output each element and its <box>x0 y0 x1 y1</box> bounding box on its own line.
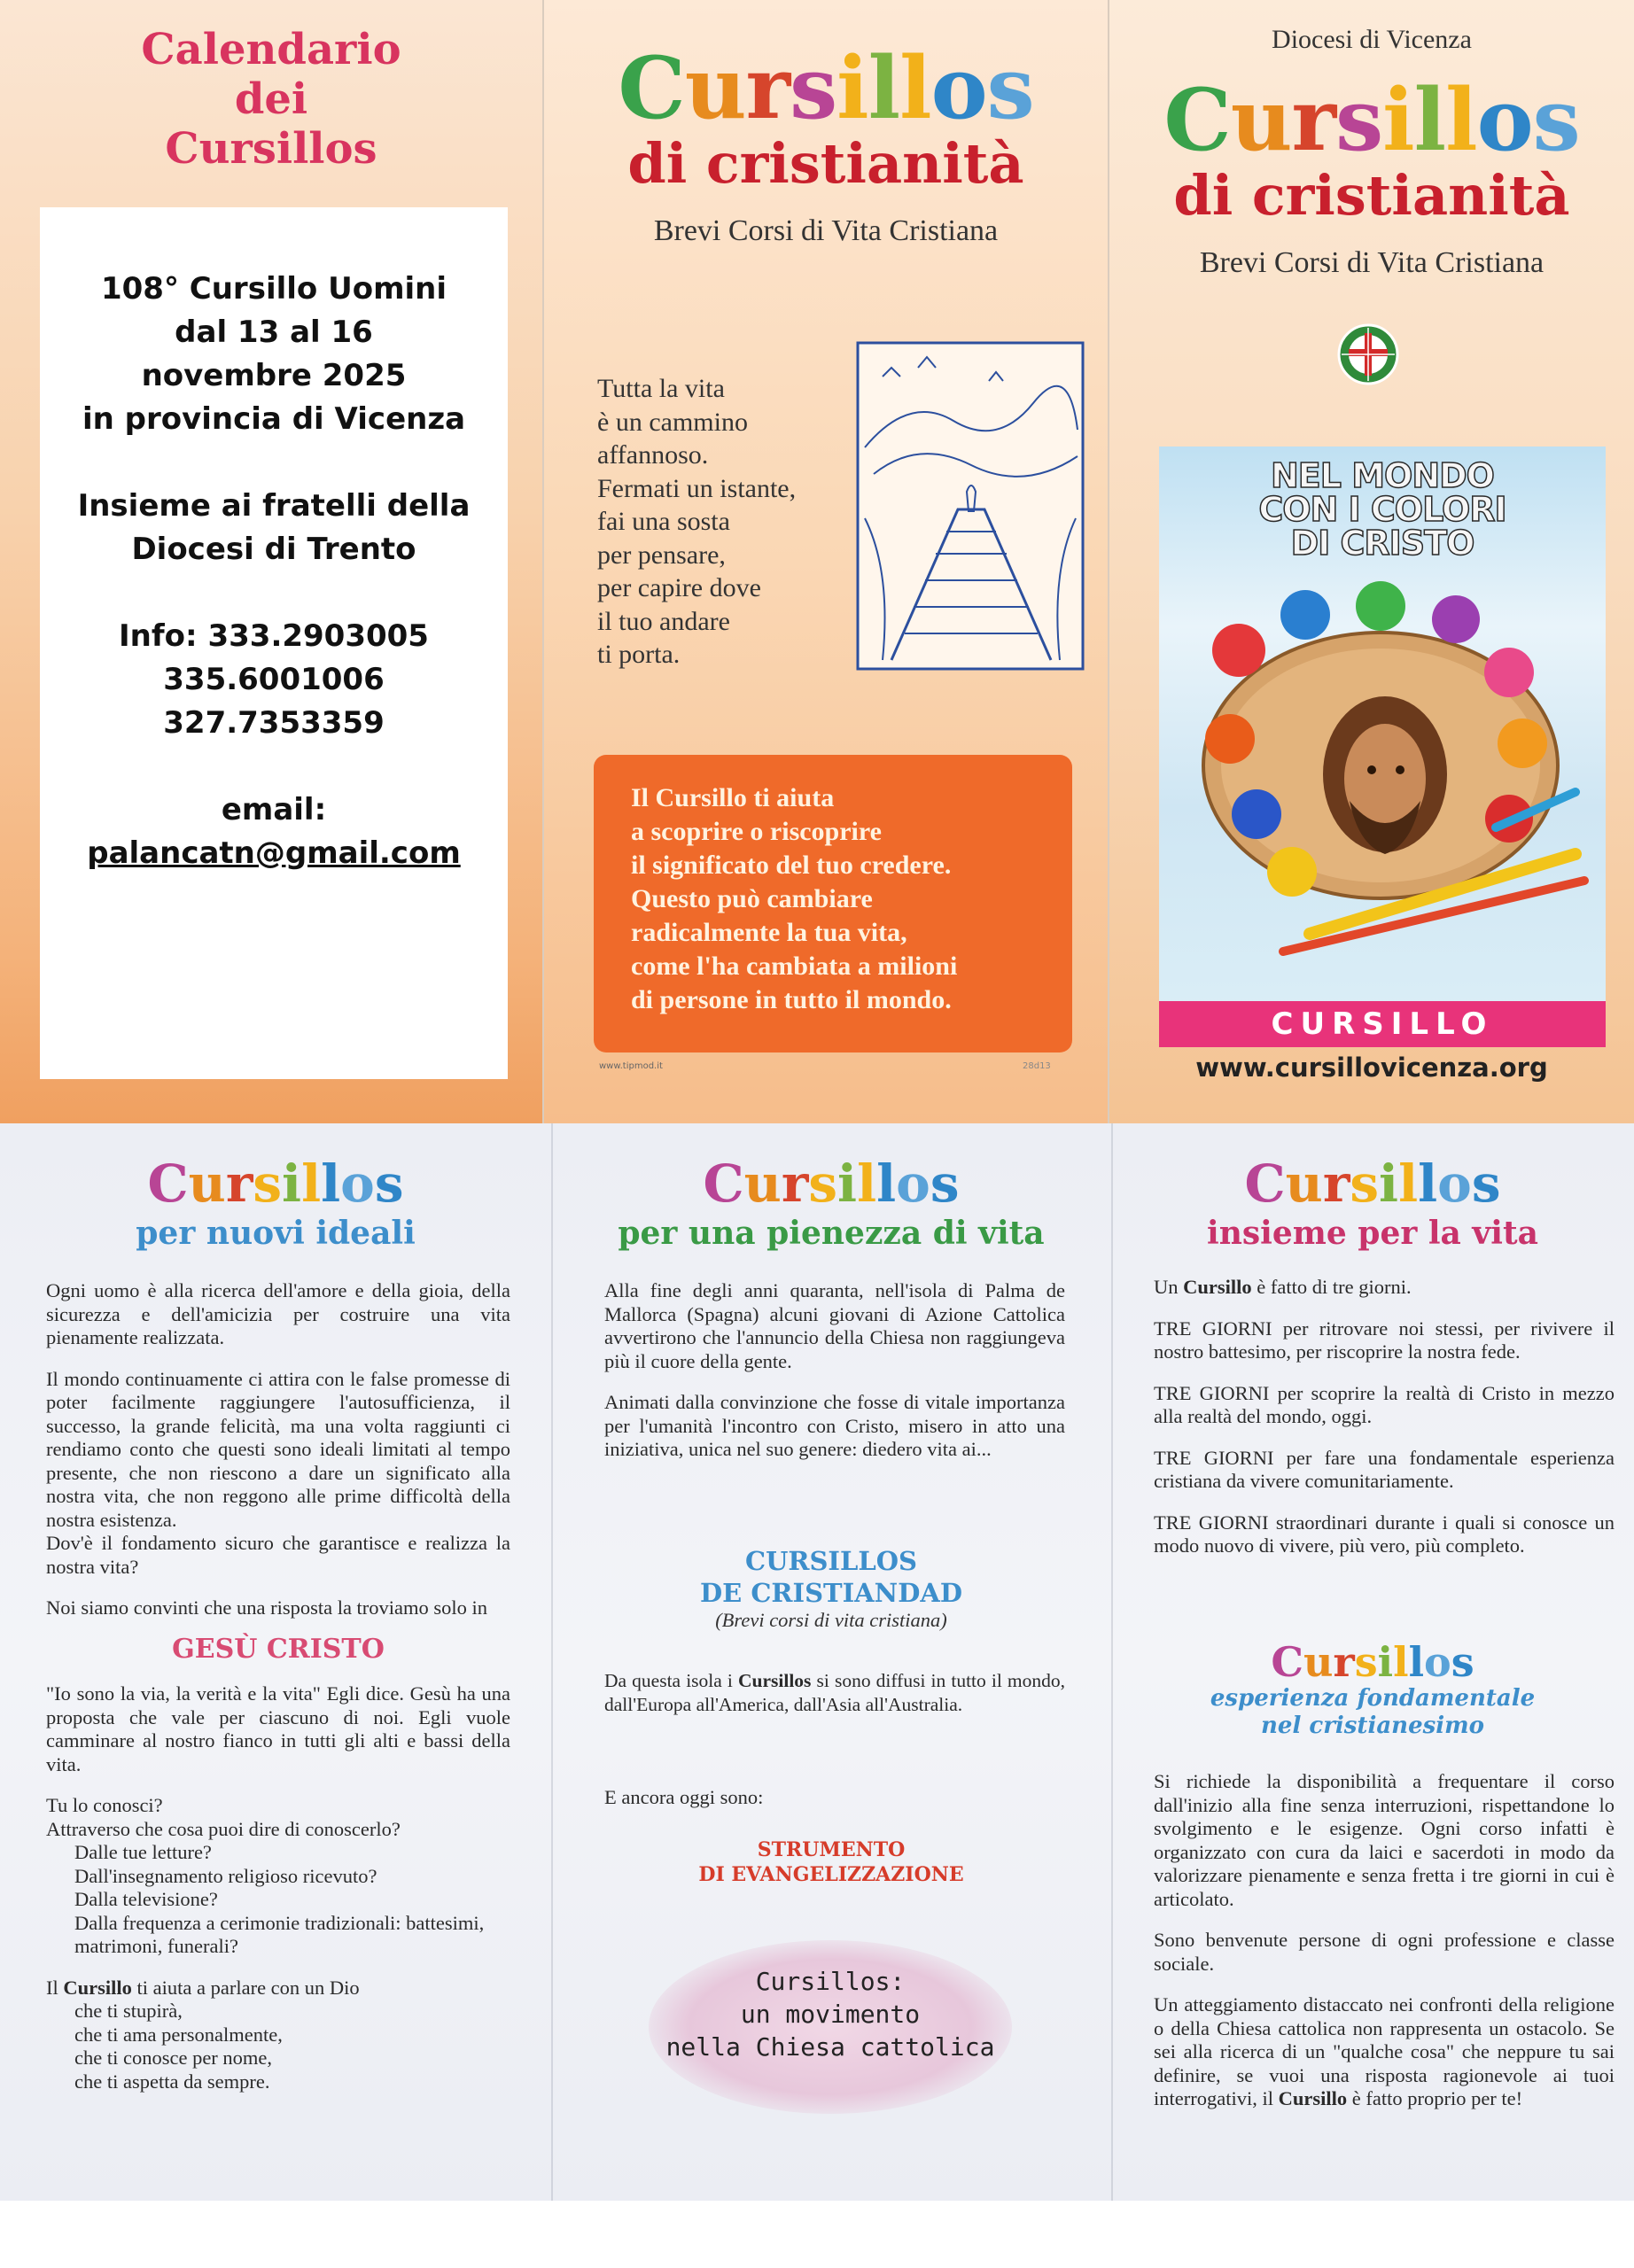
cover-panel <box>1109 0 1634 1123</box>
cursillo-emblem-icon <box>1336 322 1400 386</box>
heading-logo: Cursillos <box>147 1153 404 1214</box>
cover-artwork <box>1159 447 1606 1047</box>
panel-heading <box>1111 1639 1634 1740</box>
event-line: 108° Cursillo Uomini <box>100 271 447 307</box>
info-phone: Info: 333.2903005 <box>119 618 429 654</box>
panel-heading <box>1111 1155 1634 1253</box>
panel-text: Un Cursillo è fatto di tre giorni. TRE GIORNI per ritrovare noi stessi, per rivivere il nostro battesimo, per riscoprire la nostra fede. TRE GIORNI per scoprire la realtà di Cristo in mezzo alla realtà del mondo, oggi. TRE GIORNI per fare una fondamentale esperienza cristiana da vivere comunitariamente. TRE GIORNI straordinari durante i quali si conosce un modo nuovo di vivere, più vero, più completo. <box>1154 1276 1615 1557</box>
diocese-label: Diocesi di Vicenza <box>1272 25 1472 54</box>
movimento-oval: Cursillos: un movimento nella Chiesa cattolica <box>649 1940 1012 2114</box>
panel-heading <box>0 1155 551 1253</box>
tagline: Brevi Corsi di Vita Cristiana <box>1199 246 1545 279</box>
art-title: NEL MONDO CON I COLORI DI CRISTO <box>1258 456 1506 563</box>
palette-illustration <box>1159 562 1606 1001</box>
brochure-inside <box>0 1123 1634 2201</box>
panel-text: Si richiede la disponibilità a frequentare il corso dall'inizio alla fine senza interruzioni, rispettandone lo svolgimento e le esigenze. Ogni corso infatti è organizzato con cura da laici e sacerdoti in modo da valorizzare pienamente e senza fretta i tre giorni in cui è articolato. Sono benvenute persone di ogni professione e classe sociale. Un atteggiamento distaccato nei confronti della religione o della Chiesa cattolica non rappresenta un ostacolo. Se sei alla ricerca di un "qualche cosa" che neppure tu sai definire, se vuoi una risposta ragionevole ai tuoi interrogativi, il Cursillo è fatto proprio per te! <box>1154 1770 1615 2109</box>
event-place: in provincia di Vicenza <box>82 401 466 437</box>
back-panel <box>544 0 1108 1123</box>
panel-subheading: per una pienezza di vita <box>618 1215 1045 1252</box>
inside-panel-insieme <box>1111 1123 1634 2201</box>
logo-word: Cursillos <box>1163 70 1580 170</box>
panel-text: Da questa isola i Cursillos si sono diffusi in tutto il mondo, dall'Europa all'America, dall'Asia all'Australia. <box>604 1670 1066 1715</box>
together-line: Diocesi di Trento <box>131 532 416 567</box>
printer-credit: www.tipmod.it <box>599 1061 663 1071</box>
esperienza-subheading: esperienza fondamentale nel cristianesimo <box>1210 1685 1536 1739</box>
email-link[interactable]: palancatn@gmail.com <box>87 835 461 871</box>
brochure-outside <box>0 0 1634 1123</box>
logo-subtitle: di cristianità <box>1173 163 1570 228</box>
website-link[interactable]: www.cursillovicenza.org <box>1195 1052 1548 1083</box>
gesu-cristo-heading: GESÙ CRISTO <box>172 1633 385 1665</box>
cursillos-logo <box>544 38 1108 248</box>
panel-subheading: insieme per la vita <box>1207 1215 1538 1252</box>
calendar-info-box <box>40 207 508 1079</box>
poem: Tutta la vita è un cammino affannoso. Fermati un istante, fai una sosta per pensare, per capire dove il tuo andare ti porta. <box>597 374 797 669</box>
panel-text: Ogni uomo è alla ricerca dell'amore e della gioia, della sicurezza e dell'amicizia per costruire una vita pienamente realizzata. Il mondo continuamente ci attira con le false promesse di poter facilmente raggiungere l'autosufficienza, il successo, la grande felicità, ma una volta raggiunti ci rendiamo conto che questi sono ideali limitati al tempo presente, che non riescono a dare un significato alla nostra vita, che non reggono alle prime difficoltà della nostra esistenza. Dov'è il fondamento sicuro che garantisce e realizza la nostra vita? Noi siamo convinti che una risposta la troviamo solo in GESÙ CRISTO "Io sono la via, la verità e la vita" Egli dice. Gesù ha una proposta che vale per ciascuno di noi. Egli vuole camminare al nostro fianco in tutti gli alti e bassi della vita. Tu lo conosci? Attraverso che cosa puoi dire di conoscerlo? Dalle tue letture? Dall'insegnamento religioso ricevuto? Dalla televisione? Dalla frequenza a cerimonie tradizionali: battesimi, matrimoni, funerali? Il Cursillo ti aiuta a parlare con un Dio che ti stupirà, che ti ama personalmente, che ti conosce per nome, che ti aspetta da sempre. <box>46 1279 510 2093</box>
heading-logo: Cursillos <box>1244 1153 1501 1214</box>
calendar-panel <box>0 0 542 1123</box>
tagline: Brevi Corsi di Vita Cristiana <box>653 214 999 247</box>
strumento-label: STRUMENTO DI EVANGELIZZAZIONE <box>698 1838 964 1886</box>
logo-word: Cursillos <box>618 38 1034 138</box>
logo-subtitle: di cristianità <box>627 131 1024 196</box>
inside-panel-pienezza <box>551 1123 1111 2201</box>
email-label: email: <box>221 792 327 827</box>
event-month: novembre 2025 <box>141 358 407 393</box>
cursillos-logo <box>1109 70 1634 280</box>
panel-heading <box>551 1155 1111 1253</box>
info-phone: 335.6001006 <box>163 662 385 697</box>
print-code: 28d13 <box>1023 1061 1051 1071</box>
calendar-title: Calendario dei Cursillos <box>141 25 401 174</box>
panel-subheading: per nuovi ideali <box>136 1215 416 1252</box>
calendar-info <box>40 268 508 875</box>
cursillos-de-cristiandad: CURSILLOS DE CRISTIANDAD (Brevi corsi di vita cristiana) <box>700 1546 962 1631</box>
cursillo-bar: CURSILLO <box>1159 1001 1606 1047</box>
event-dates: dal 13 al 16 <box>175 315 373 350</box>
panel-text: E ancora oggi sono: <box>604 1786 764 1808</box>
heading-logo: Cursillos <box>703 1153 960 1214</box>
together-line: Insieme ai fratelli della <box>77 488 471 524</box>
cursillo-message-box: Il Cursillo ti aiuta a scoprire o riscoprire il significato del tuo credere. Questo può cambiare radicalmente la tua vita, come l'ha cambiata a milioni di persone in tutto il mondo. <box>594 755 1072 1052</box>
inside-panel-ideali <box>0 1123 551 2201</box>
heading-logo: Cursillos <box>1271 1638 1474 1686</box>
path-sketch-illustration <box>856 341 1085 671</box>
panel-text: Alla fine degli anni quaranta, nell'isola di Palma de Mallorca (Spagna) alcuni giovani di Azione Cattolica avvertirono che l'annuncio della Chiesa non raggiungeva più il cuore della gente. Animati dalla convinzione che fosse di vitale importanza per l'umanità l'incontro con Cristo, misero in atto una iniziativa, unica nel suo genere: diedero vita ai... <box>604 1279 1065 1460</box>
info-phone: 327.7353359 <box>163 705 385 741</box>
